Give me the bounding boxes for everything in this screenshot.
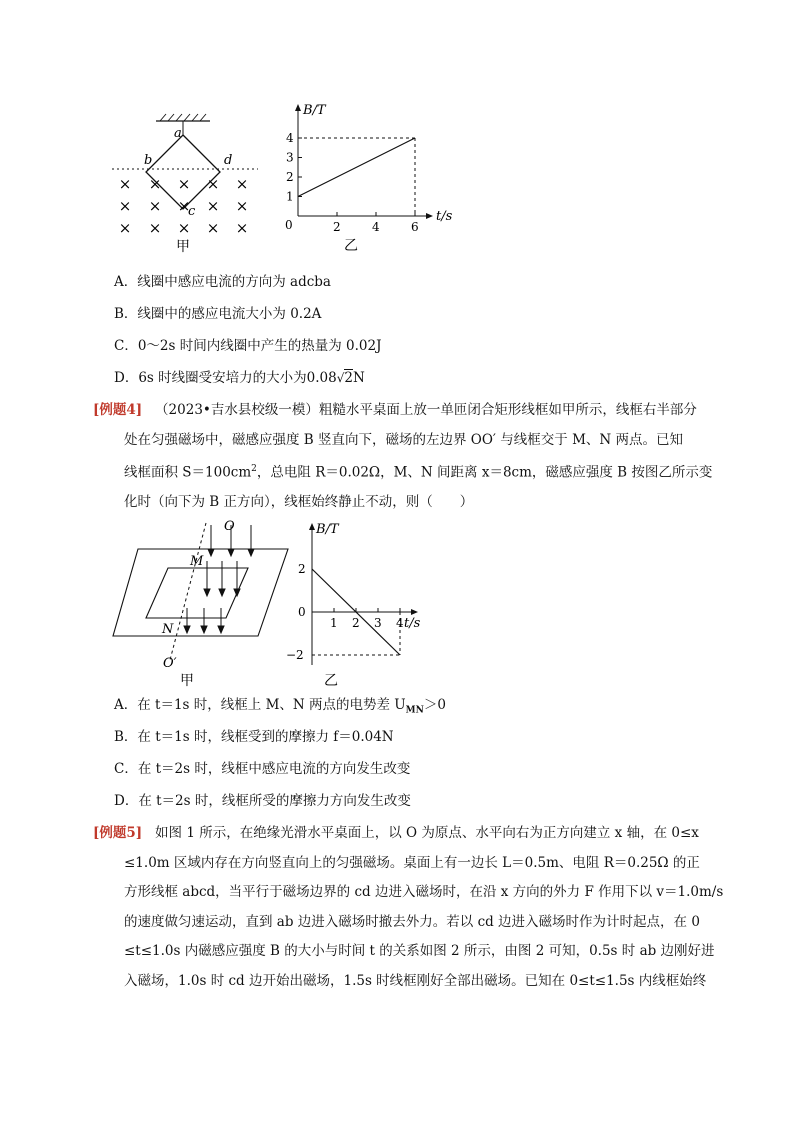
example5-label: [例题5] (93, 825, 143, 841)
q4-option-d: D．在 t＝2s 时，线框所受的摩擦力方向发生改变 (114, 793, 411, 809)
vertex-b-label: b (144, 153, 153, 168)
q3-option-c: C．0～2s 时间内线圈中产生的热量为 0.02J (114, 338, 382, 354)
data-line (298, 138, 415, 197)
y-axis-arrow (309, 523, 315, 530)
field-cross: × (118, 175, 132, 193)
field-cross: × (206, 219, 220, 237)
example4-line3a: 线框面积 S＝100cm (124, 464, 252, 481)
q4-option-a-tail: ＞0 (423, 697, 446, 713)
field-cross: × (177, 197, 191, 215)
y-axis-arrow (295, 104, 301, 111)
q3-option-d-unit: N (352, 370, 365, 386)
example5-line5: ≤t≤1.0s 内磁感应强度 B 的大小与时间 t 的关系如图 2 所示，由图 2 可知，0.5s 时 ab 边刚好进 (124, 943, 715, 959)
y-tick-label: 3 (286, 150, 294, 165)
example5-line1: 如图 1 所示，在绝缘光滑水平桌面上，以 O 为原点、水平向右为正方向建立 x 轴，在 0≤x (155, 825, 699, 841)
example5-line3: 方形线框 abcd，当平行于磁场边界的 cd 边进入磁场时，在沿 x 方向的外力 F 作用下以 v＝1.0m/s (124, 884, 724, 900)
x-axis-arrow (426, 213, 433, 219)
x-tick-label: 2 (333, 220, 341, 234)
origin-label: 0 (285, 218, 293, 232)
figure1-yi-caption: 乙 (344, 238, 358, 254)
example5-line2: ≤1.0m 区域内存在方向竖直向上的匀强磁场。桌面上有一边长 L＝0.5m、电阻 R＝0.25Ω 的正 (124, 854, 700, 871)
figure2-jia (108, 515, 293, 690)
field-cross: × (118, 197, 132, 215)
figure2-yi-chart (280, 515, 450, 690)
x-axis-arrow (411, 609, 418, 615)
vertex-d-label: d (224, 153, 233, 168)
q4-option-c: C．在 t＝2s 时，线框中感应电流的方向发生改变 (114, 761, 411, 777)
point-O2-label: O′ (163, 656, 177, 671)
field-cross: × (118, 219, 132, 237)
example4-line4: 化时（向下为 B 正方向），线框始终静止不动，则（ ） (124, 494, 474, 510)
vertex-c-label: c (188, 204, 196, 219)
field-cross: × (148, 175, 162, 193)
q3-option-a: A．线圈中感应电流的方向为 adcba (114, 274, 331, 290)
q3-option-d-value: 0.08 (306, 370, 337, 386)
y-tick-label: 2 (298, 562, 306, 576)
y-axis-label: B/T (316, 522, 339, 537)
y-tick-label: −2 (286, 648, 304, 662)
y-tick-label: 1 (286, 189, 294, 204)
q4-option-a-sub: MN (405, 705, 424, 716)
field-cross: × (206, 175, 220, 193)
q4-option-a (114, 696, 446, 720)
example4-line1: （2023•吉水县校级一模）粗糙水平桌面上放一单匝闭合矩形线框如甲所示，线框右半部分 (155, 402, 697, 418)
q3-option-d: D．6s 时线圈受安培力的大小为0.08√2N (114, 370, 365, 386)
q3-option-b: B．线圈中的感应电流大小为 0.2A (114, 306, 322, 322)
field-cross: × (177, 175, 191, 193)
x-axis-label: t/s (436, 209, 453, 224)
figure2-jia-caption: 甲 (180, 673, 194, 689)
figure2-yi-caption: 乙 (324, 673, 338, 689)
x-axis-label: t/s (404, 616, 421, 631)
figure1-jia (108, 110, 268, 260)
point-N-label: N (162, 622, 174, 637)
figure1-yi-chart (278, 98, 468, 258)
x-tick-label: 1 (330, 616, 338, 630)
example4-line2: 处在匀强磁场中，磁感应强度 B 竖直向下，磁场的左边界 OO′ 与线框交于 M、N 两点。已知 (124, 431, 684, 448)
example4-text (93, 396, 714, 518)
example4-label: [例题4] (93, 402, 143, 418)
x-tick-label: 4 (396, 616, 404, 630)
y-axis-label: B/T (303, 103, 326, 118)
q4-option-a-text: A．在 t＝1s 时，线框上 M、N 两点的电势差 U (114, 697, 406, 713)
x-tick-label: 3 (374, 616, 382, 630)
field-cross: × (206, 197, 220, 215)
x-tick-label: 6 (411, 220, 419, 234)
example4-line3-sup: 2 (251, 464, 257, 474)
x-tick-label: 2 (352, 616, 360, 630)
field-cross: × (235, 219, 249, 237)
q4-option-b: B．在 t＝1s 时，线框受到的摩擦力 f＝0.04N (114, 729, 394, 745)
vertex-a-label: a (174, 126, 182, 141)
example5-text (93, 819, 724, 996)
example5-line4: 的速度做匀速运动，直到 ab 边进入磁场时撤去外力。若以 cd 边进入磁场时作为计时起点，在 0 (124, 913, 700, 930)
example5-line6: 入磁场，1.0s 时 cd 边开始出磁场，1.5s 时线框刚好全部出磁场。已知在 0≤t≤1.5s 内线框始终 (124, 972, 707, 989)
y-tick-label: 2 (286, 170, 294, 184)
point-O-label: O (224, 519, 235, 534)
field-cross: × (148, 219, 162, 237)
field-cross: × (235, 197, 249, 215)
q3-option-d-prefix: D．6s 时线圈受安培力的大小为 (114, 370, 307, 386)
field-cross: × (177, 219, 191, 237)
field-cross: × (148, 197, 162, 215)
example4-line3b: ，总电阻 R＝0.02Ω，M、N 间距离 x＝8cm，磁感应强度 B 按图乙所示变 (256, 464, 713, 481)
field-cross: × (235, 175, 249, 193)
y-tick-label: 4 (286, 131, 294, 145)
x-tick-label: 4 (372, 220, 380, 234)
point-M-label: M (190, 554, 204, 569)
q3-option-d-sqrt: 2 (344, 370, 353, 386)
figure1-jia-caption: 甲 (176, 239, 190, 255)
y-tick-label: 0 (298, 605, 306, 619)
